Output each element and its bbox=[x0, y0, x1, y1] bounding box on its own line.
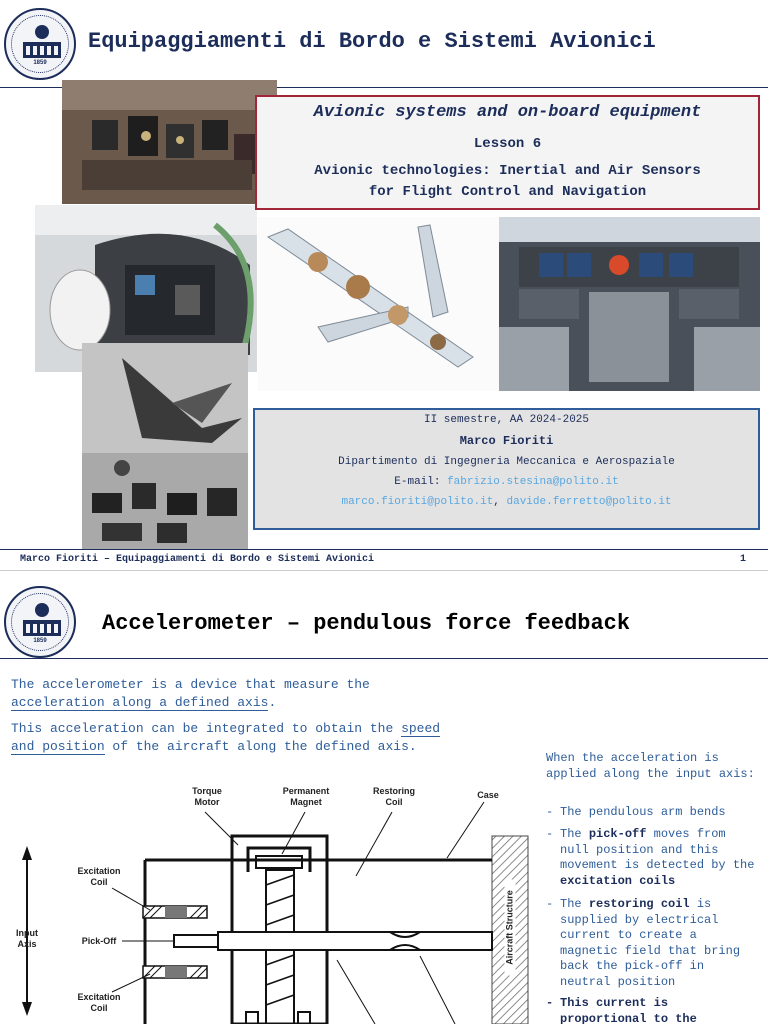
email-label: E-mail: bbox=[394, 476, 448, 488]
paragraph-2-tail: of the aircraft along the defined axis. bbox=[104, 739, 417, 754]
author-name: Marco Fioriti bbox=[459, 434, 554, 448]
polito-logo bbox=[4, 586, 76, 658]
glass-cockpit-photo bbox=[499, 217, 760, 391]
label-excitation-coil-top: Excitation Coil bbox=[77, 866, 121, 887]
email-line-2 bbox=[255, 496, 758, 508]
label-case: Case bbox=[477, 790, 499, 800]
footer-divider bbox=[0, 549, 768, 550]
paragraph-2 bbox=[11, 720, 531, 756]
lesson-title-line-2: for Flight Control and Navigation bbox=[368, 184, 647, 200]
label-restoring-coil: Restoring Coil bbox=[372, 786, 415, 807]
email-link-fioriti[interactable]: marco.fioriti@polito.it bbox=[341, 496, 494, 508]
label-excitation-coil-bottom: Excitation Coil bbox=[77, 992, 121, 1013]
side-bullet-1-text: The pendulous arm bends bbox=[560, 805, 726, 819]
course-info-box bbox=[255, 95, 760, 210]
side-bullet-3-pre: The bbox=[560, 897, 589, 911]
author-info-box bbox=[253, 408, 760, 530]
paragraph-1-line-1: The accelerometer is a device that measure the bbox=[11, 677, 370, 692]
email-link-ferretto[interactable]: davide.ferretto@polito.it bbox=[506, 496, 672, 508]
side-bullet-2-bold: pick-off bbox=[588, 827, 647, 841]
side-bullet-2-mid: moves from null position and this movement is detected by the bbox=[560, 827, 755, 873]
paragraph-1-period: . bbox=[268, 695, 277, 710]
bullet-dash: - bbox=[546, 996, 554, 1010]
side-explanation bbox=[546, 751, 760, 1024]
side-bullet-4-text: This current is proportional to the bbox=[560, 996, 697, 1024]
side-bullet-2-bold-2: excitation coils bbox=[560, 873, 676, 888]
email-separator: , bbox=[493, 496, 507, 508]
slide-title: Equipaggiamenti di Bordo e Sistemi Avionici bbox=[88, 29, 656, 54]
paragraph-2-position: and position bbox=[11, 739, 105, 754]
side-bullet-3-bold: restoring coil bbox=[588, 897, 690, 911]
bullet-dash: - bbox=[546, 827, 554, 841]
side-bullet-4 bbox=[546, 996, 760, 1024]
slide-title: Accelerometer – pendulous force feedback bbox=[102, 611, 631, 636]
email-link-stesina[interactable]: fabrizio.stesina@polito.it bbox=[447, 476, 619, 488]
slide-separator bbox=[0, 570, 768, 571]
department: Dipartimento di Ingegneria Meccanica e Aerospaziale bbox=[338, 456, 675, 468]
label-aircraft-structure: Aircraft Structure bbox=[505, 880, 516, 976]
semester: II semestre, AA 2024-2025 bbox=[423, 414, 590, 426]
logo-year: 1859 bbox=[33, 638, 47, 644]
paragraph-2-line-1 bbox=[11, 720, 531, 738]
side-intro: When the acceleration is applied along the input axis: bbox=[546, 751, 755, 781]
lesson-number: Lesson 6 bbox=[473, 136, 542, 152]
course-title: Avionic systems and on-board equipment bbox=[313, 103, 702, 122]
lesson-title-line-1: Avionic technologies: Inertial and Air Sensors bbox=[314, 163, 701, 179]
polito-logo bbox=[4, 8, 76, 80]
side-bullet-2 bbox=[546, 827, 760, 889]
side-bullet-2-pre: The bbox=[560, 827, 589, 841]
fighter-jet-photo bbox=[82, 343, 248, 550]
accelerometer-diagram bbox=[0, 780, 540, 1024]
slide-2 bbox=[0, 570, 768, 1024]
label-permanent-magnet: Permanent Magnet bbox=[282, 786, 330, 807]
aircraft-cutaway-photo bbox=[258, 217, 499, 391]
paragraph-2-line-2 bbox=[11, 738, 531, 756]
paragraph-1 bbox=[11, 676, 531, 712]
label-input-axis: Input Axis bbox=[16, 928, 38, 949]
paragraph-1-underlined: acceleration along a defined axis bbox=[11, 695, 269, 710]
logo-year: 1859 bbox=[33, 60, 47, 66]
side-bullet-1 bbox=[546, 805, 760, 821]
side-bullet-3 bbox=[546, 897, 760, 991]
paragraph-2-speed: speed bbox=[401, 721, 441, 736]
label-pick-off: Pick-Off bbox=[81, 936, 117, 946]
avionics-bay-photo bbox=[62, 80, 277, 204]
email-line-1 bbox=[255, 476, 758, 488]
footer-text: Marco Fioriti – Equipaggiamenti di Bordo e Sistemi Avionici bbox=[20, 554, 375, 565]
lesson-title bbox=[257, 161, 758, 203]
page-number: 1 bbox=[740, 554, 747, 565]
label-torque-motor: Torque Motor bbox=[192, 786, 222, 807]
paragraph-1-line-2 bbox=[11, 694, 531, 712]
paragraph-2-text: This acceleration can be integrated to obtain the bbox=[11, 721, 402, 736]
header-divider bbox=[0, 658, 768, 659]
bullet-dash: - bbox=[546, 805, 554, 819]
bullet-dash: - bbox=[546, 897, 554, 911]
side-bullet-3-post: is supplied by electrical current to create a magnetic field that bring back the pick-off in neutral position bbox=[560, 897, 741, 989]
